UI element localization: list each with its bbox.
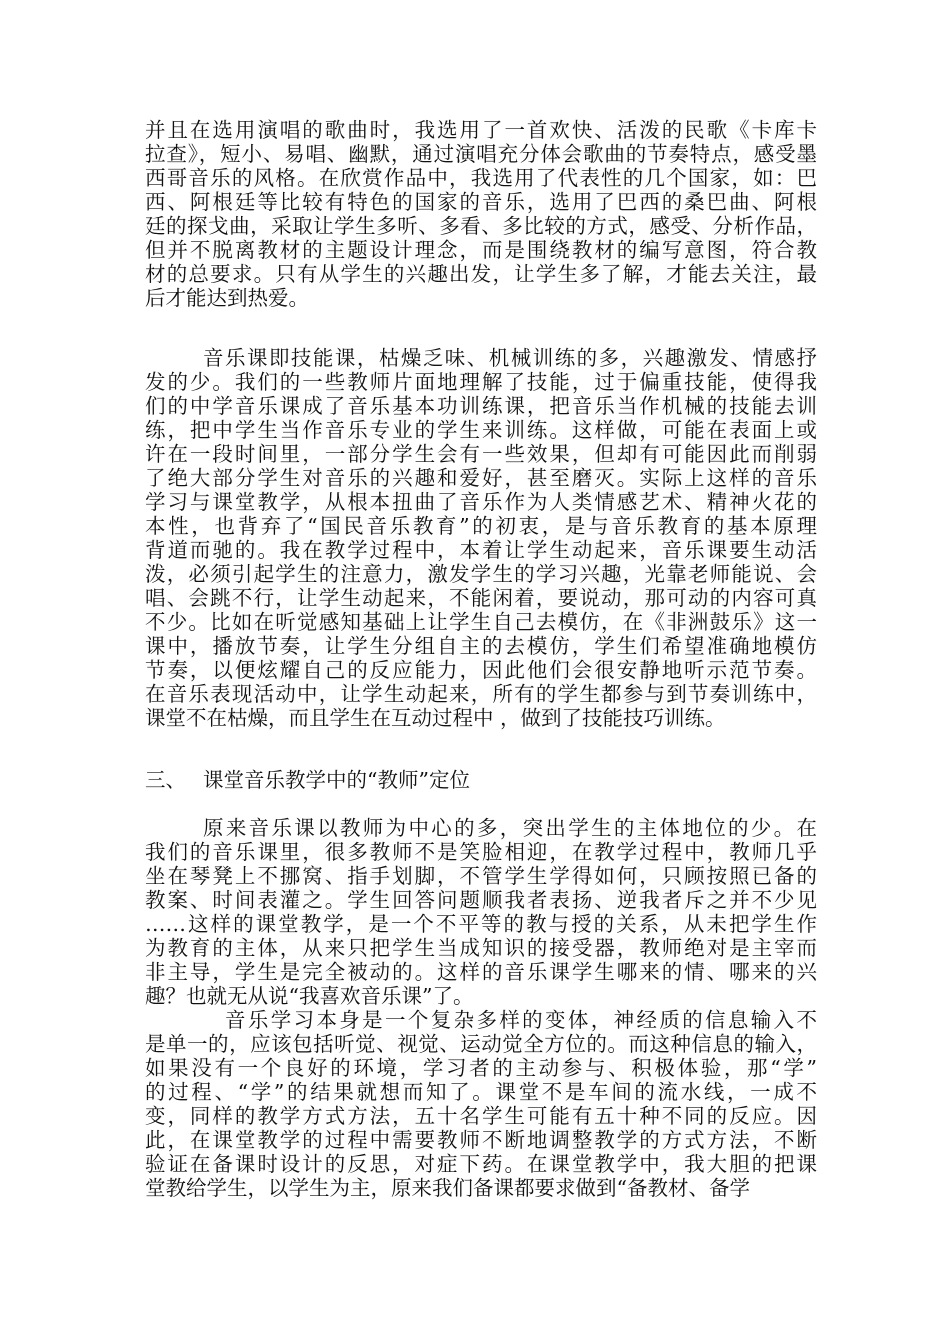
text-line: 练，把中学生当作音乐专业的学生来训练。这样做，可能在表面上或 [145,418,817,442]
text-line: 课中，播放节奏，让学生分组自主的去模仿，学生们希望准确地模仿 [145,634,817,658]
text-line: 如果没有一个良好的环境，学习者的主动参与、积极体验，那“学” [145,1056,817,1080]
text-line: 后才能达到热爱。 [145,286,309,310]
text-line: 音乐课即技能课，枯燥乏味、机械训练的多，兴趣激发、情感抒 [203,346,817,370]
paragraph-1 [145,118,817,310]
text-line: 背道而驰的。我在教学过程中，本着让学生动起来，音乐课要生动活 [145,538,817,562]
text-line: 是单一的，应该包括听觉、视觉、运动觉全方位的。而这种信息的输入， [145,1032,817,1056]
text-line: 许在一段时间里，一部分学生会有一些效果，但却有可能因此而削弱 [145,442,817,466]
text-line: 验证在备课时设计的反思，对症下药。在课堂教学中，我大胆的把课 [145,1152,817,1176]
text-line: 廷的探戈曲，采取让学生多听、多看、多比较的方式，感受、分析作品， [145,214,817,238]
text-line: 材的总要求。只有从学生的兴趣出发，让学生多了解，才能去关注，最 [145,262,817,286]
text-line: 为教育的主体，从来只把学生当成知识的接受器，教师绝对是主宰而 [145,936,817,960]
text-line: 唱、会跳不行，让学生动起来，不能闲着，要说动，那可动的内容可真 [145,586,817,610]
text-line: 我们的音乐课里，很多教师不是笑脸相迎，在教学过程中，教师几乎 [145,840,817,864]
text-line: 西、阿根廷等比较有特色的国家的音乐，选用了巴西的桑巴曲、阿根 [145,190,817,214]
text-line: 本性，也背弃了“国民音乐教育”的初衷，是与音乐教育的基本原理 [145,514,817,538]
section-heading [145,768,470,792]
text-line: 不少。比如在听觉感知基础上让学生自己去模仿，在《非洲鼓乐》这一 [145,610,817,634]
text-line: 们的中学音乐课成了音乐基本功训练课，把音乐当作机械的技能去训 [145,394,817,418]
text-line: 发的少。我们的一些教师片面地理解了技能，过于偏重技能，使得我 [145,370,817,394]
text-line: 在音乐表现活动中，让学生动起来，所有的学生都参与到节奏训练中， [145,682,817,706]
text-line: 并且在选用演唱的歌曲时，我选用了一首欢快、活泼的民歌《卡库卡 [145,118,817,142]
text-line: 了绝大部分学生对音乐的兴趣和爱好，甚至磨灭。实际上这样的音乐 [145,466,817,490]
text-line: 泼，必须引起学生的注意力，激发学生的学习兴趣，光靠老师能说、会 [145,562,817,586]
text-line: 非主导，学生是完全被动的。这样的音乐课学生哪来的情、哪来的兴 [145,960,817,984]
text-line: ……这样的课堂教学，是一个不平等的教与授的关系，从未把学生作 [145,912,817,936]
text-line: 原来音乐课以教师为中心的多，突出学生的主体地位的少。在 [203,816,817,840]
text-line: 坐在琴凳上不挪窝、指手划脚，不管学生学得如何，只顾按照已备的 [145,864,817,888]
paragraph-3 [145,816,817,1008]
text-line: 音乐学习本身是一个复杂多样的变体，神经质的信息输入不 [225,1008,817,1032]
text-line: 趣？也就无从说“我喜欢音乐课”了。 [145,984,474,1008]
text-line: 节奏，以便炫耀自己的反应能力，因此他们会很安静地听示范节奏。 [145,658,817,682]
section-number: 三、 [145,768,186,792]
text-line: 的过程、“学”的结果就想而知了。课堂不是车间的流水线，一成不 [145,1080,817,1104]
text-line: 但并不脱离教材的主题设计理念，而是围绕教材的编写意图，符合教 [145,238,817,262]
paragraph-4 [145,1008,817,1200]
text-line: 此，在课堂教学的过程中需要教师不断地调整教学的方式方法，不断 [145,1128,817,1152]
text-line: 西哥音乐的风格。在欣赏作品中，我选用了代表性的几个国家，如：巴 [145,166,817,190]
text-line: 变，同样的教学方式方法，五十名学生可能有五十种不同的反应。因 [145,1104,817,1128]
paragraph-2 [145,346,817,730]
section-title: 课堂音乐教学中的“教师”定位 [203,768,470,792]
text-line: 教案、时间表灌之。学生回答问题顺我者表扬、逆我者斥之并不少见 [145,888,817,912]
text-line: 拉查》，短小、易唱、幽默，通过演唱充分体会歌曲的节奏特点，感受墨 [145,142,817,166]
text-line: 学习与课堂教学，从根本扭曲了音乐作为人类情感艺术、精神火花的 [145,490,817,514]
text-line: 堂教给学生，以学生为主，原来我们备课都要求做到“备教材、备学 [145,1176,750,1200]
text-line: 课堂不在枯燥，而且学生在互动过程中 ，做到了技能技巧训练。 [145,706,726,730]
